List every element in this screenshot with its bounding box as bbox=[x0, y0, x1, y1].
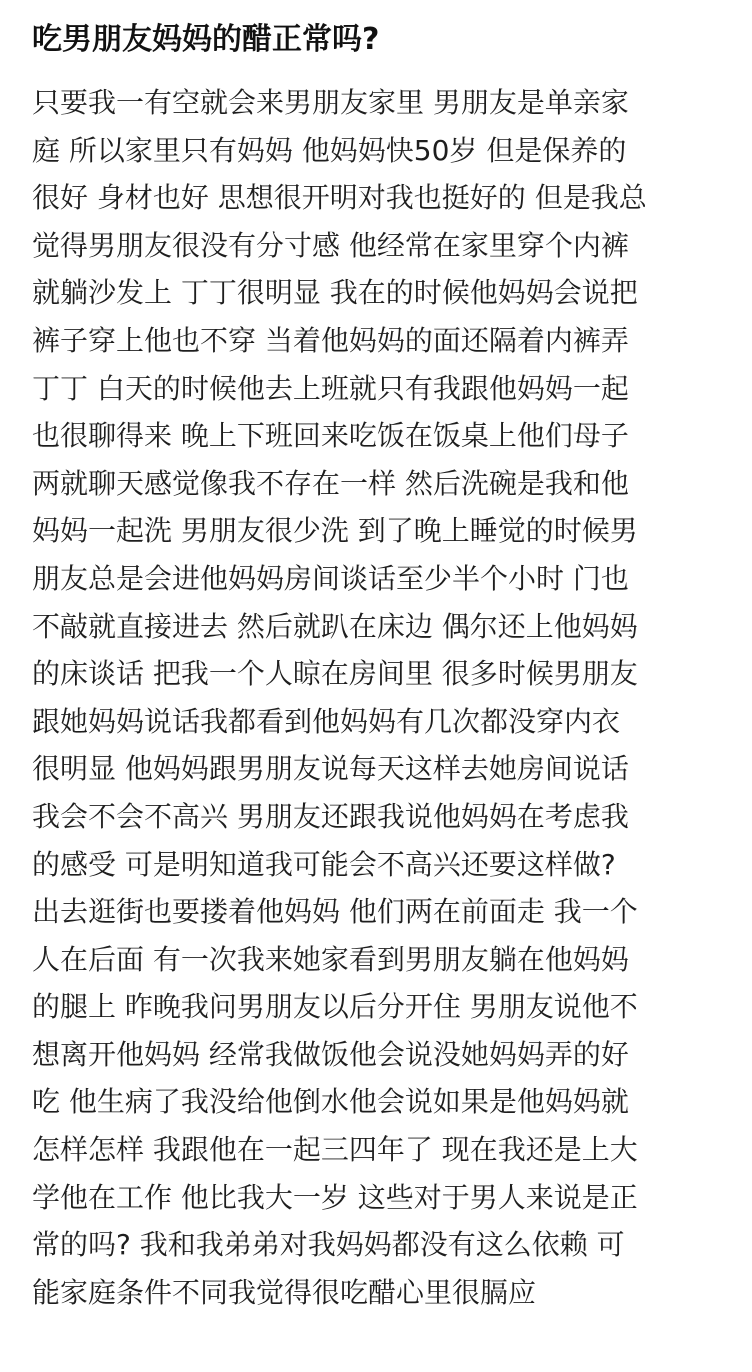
body-line: 能家庭条件不同我觉得很吃醋心里很膈应 bbox=[32, 1275, 537, 1309]
body-line: 只要我一有空就会来男朋友家里 男朋友是单亲家 bbox=[32, 86, 629, 119]
body-line: 出去逛街也要搂着他妈妈 他们两在前面走 我一个 bbox=[32, 895, 638, 929]
body-line: 朋友总是会进他妈妈房间谈话至少半个小时 门也 bbox=[32, 561, 629, 595]
body-line: 吃 他生病了我没给他倒水他会说如果是他妈妈就 bbox=[32, 1085, 629, 1119]
body-line: 我会不会不高兴 男朋友还跟我说他妈妈在考虑我 bbox=[32, 799, 629, 833]
body-line: 的腿上 昨晚我问男朋友以后分开住 男朋友说他不 bbox=[32, 990, 638, 1024]
post-title: 吃男朋友妈妈的醋正常吗? bbox=[32, 22, 380, 57]
body-line: 的床谈话 把我一个人晾在房间里 很多时候男朋友 bbox=[32, 657, 638, 691]
body-line: 怎样怎样 我跟他在一起三四年了 现在我还是上大 bbox=[32, 1133, 638, 1167]
body-line: 裤子穿上他也不穿 当着他妈妈的面还隔着内裤弄 bbox=[32, 323, 629, 357]
body-line: 也很聊得来 晚上下班回来吃饭在饭桌上他们母子 bbox=[32, 419, 629, 453]
body-line: 跟她妈妈说话我都看到他妈妈有几次都没穿内衣 bbox=[32, 704, 621, 738]
body-line: 学他在工作 他比我大一岁 这些对于男人来说是正 bbox=[32, 1180, 638, 1214]
body-line: 常的吗? 我和我弟弟对我妈妈都没有这么依赖 可 bbox=[32, 1228, 625, 1262]
body-line: 不敲就直接进去 然后就趴在床边 偶尔还上他妈妈 bbox=[32, 609, 638, 643]
body-line: 两就聊天感觉像我不存在一样 然后洗碗是我和他 bbox=[32, 466, 629, 500]
post-body bbox=[32, 79, 732, 1316]
body-line: 庭 所以家里只有妈妈 他妈妈快50岁 但是保养的 bbox=[32, 133, 627, 167]
body-line: 丁丁 白天的时候他去上班就只有我跟他妈妈一起 bbox=[32, 371, 629, 405]
body-line: 就躺沙发上 丁丁很明显 我在的时候他妈妈会说把 bbox=[32, 276, 638, 310]
body-line: 觉得男朋友很没有分寸感 他经常在家里穿个内裤 bbox=[32, 228, 629, 262]
body-line: 很明显 他妈妈跟男朋友说每天这样去她房间说话 bbox=[32, 752, 629, 786]
body-line: 的感受 可是明知道我可能会不高兴还要这样做? bbox=[32, 847, 616, 881]
body-line: 想离开他妈妈 经常我做饭他会说没她妈妈弄的好 bbox=[32, 1037, 629, 1071]
body-line: 妈妈一起洗 男朋友很少洗 到了晚上睡觉的时候男 bbox=[32, 514, 638, 548]
body-line: 人在后面 有一次我来她家看到男朋友躺在他妈妈 bbox=[32, 942, 629, 976]
body-line: 很好 身材也好 思想很开明对我也挺好的 但是我总 bbox=[32, 181, 647, 215]
